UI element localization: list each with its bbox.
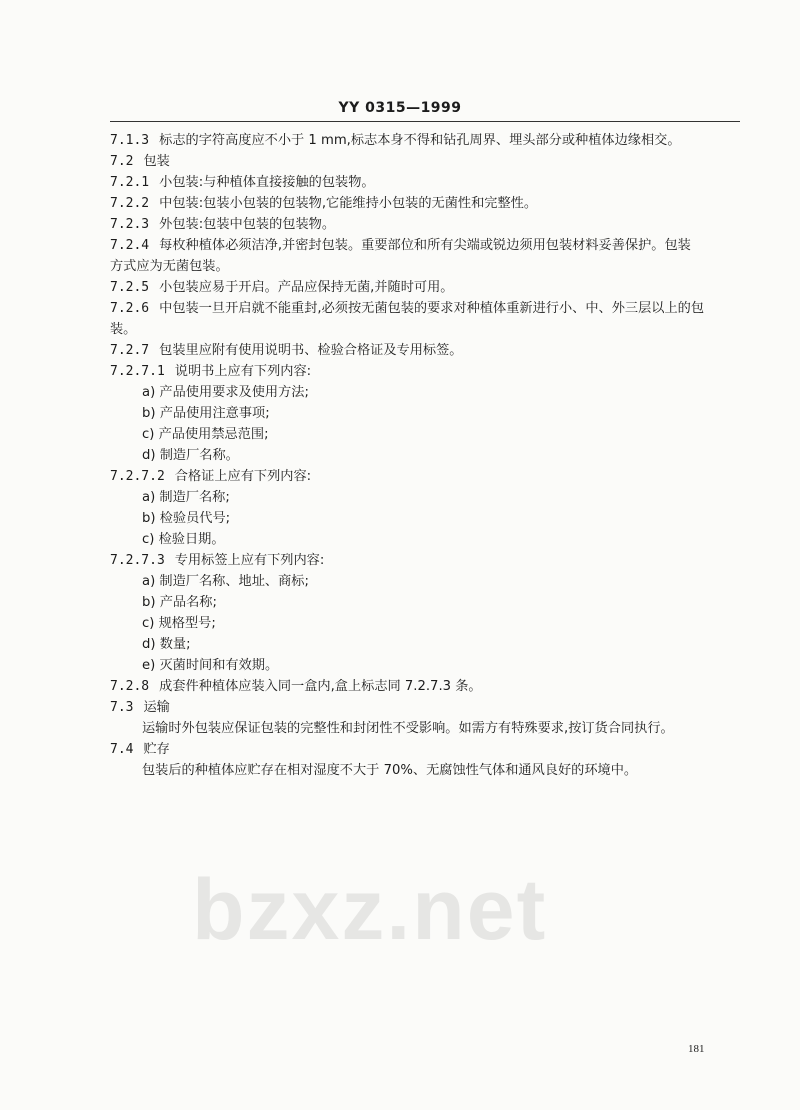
clause-line (110, 550, 740, 571)
clause-text: 包装后的种植体应贮存在相对湿度不大于 70%、无腐蚀性气体和通风良好的环境中。 (142, 763, 638, 778)
clause-text: d) 数量; (142, 637, 191, 652)
clause-text: e) 灭菌时间和有效期。 (142, 658, 279, 673)
list-item (110, 718, 740, 739)
clause-text: c) 产品使用禁忌范围; (142, 427, 269, 442)
clause-number: 7.3 (110, 700, 134, 715)
clause-line (110, 676, 740, 697)
clause-text: 合格证上应有下列内容: (174, 469, 312, 484)
clause-text: 标志的字符高度应不小于 1 mm,标志本身不得和钻孔周界、埋头部分或种植体边缘相交。 (159, 133, 681, 148)
clause-number: 7.2 (110, 154, 134, 169)
clause-text: c) 规格型号; (142, 616, 216, 631)
clause-text: 每枚种植体必须洁净,并密封包装。重要部位和所有尖端或锐边须用包装材料妥善保护。包装 (159, 238, 691, 253)
clause-number: 7.2.1 (110, 175, 150, 190)
clause-text: b) 产品名称; (142, 595, 217, 610)
list-item (110, 613, 740, 634)
clause-line (110, 172, 740, 193)
standard-header: YY 0315—1999 (338, 100, 462, 116)
clause-text: 贮存 (143, 742, 170, 757)
clause-text: 中包装:包装小包装的包装物,它能维持小包装的无菌性和完整性。 (159, 196, 538, 211)
clause-line (110, 697, 740, 718)
clause-number: 7.2.5 (110, 280, 150, 295)
clause-number: 7.2.7.2 (110, 469, 165, 484)
clause-text: 包装 (143, 154, 170, 169)
clause-number: 7.2.7 (110, 343, 150, 358)
clause-text: d) 制造厂名称。 (142, 448, 239, 463)
clause-text: a) 制造厂名称、地址、商标; (142, 574, 309, 589)
header-rule (110, 121, 740, 122)
clause-text: 小包装应易于开启。产品应保持无菌,并随时可用。 (159, 280, 454, 295)
list-item (110, 634, 740, 655)
list-item (110, 445, 740, 466)
clause-text: a) 产品使用要求及使用方法; (142, 385, 309, 400)
clause-text: 说明书上应有下列内容: (174, 364, 312, 379)
clause-text: b) 产品使用注意事项; (142, 406, 270, 421)
clause-line (110, 739, 740, 760)
clause-number: 7.4 (110, 742, 134, 757)
clause-text: 装。 (110, 322, 137, 337)
list-item (110, 508, 740, 529)
list-item (110, 403, 740, 424)
clause-line (110, 235, 740, 256)
clause-line (110, 361, 740, 382)
clause-line (110, 130, 740, 151)
list-item (110, 382, 740, 403)
list-item (110, 592, 740, 613)
clause-number: 7.2.3 (110, 217, 150, 232)
clause-text: 包装里应附有使用说明书、检验合格证及专用标签。 (159, 343, 463, 358)
list-item (110, 529, 740, 550)
list-item (110, 760, 740, 781)
continuation-line (110, 256, 740, 277)
clause-line (110, 277, 740, 298)
clause-number: 7.1.3 (110, 133, 150, 148)
clause-number: 7.2.8 (110, 679, 150, 694)
clause-text: b) 检验员代号; (142, 511, 231, 526)
clause-text: a) 制造厂名称; (142, 490, 230, 505)
clause-text: 外包装:包装中包装的包装物。 (159, 217, 336, 232)
clause-line (110, 151, 740, 172)
clause-text: 运输时外包装应保证包装的完整性和封闭性不受影响。如需方有特殊要求,按订货合同执行。 (142, 721, 674, 736)
continuation-line (110, 319, 740, 340)
clause-text: 专用标签上应有下列内容: (174, 553, 325, 568)
clause-text: 中包装一旦开启就不能重封,必须按无菌包装的要求对种植体重新进行小、中、外三层以上的包 (159, 301, 705, 316)
clause-number: 7.2.7.3 (110, 553, 165, 568)
clause-text: 成套件种植体应装入同一盒内,盒上标志同 7.2.7.3 条。 (159, 679, 482, 694)
clause-line (110, 193, 740, 214)
clause-line (110, 466, 740, 487)
clause-number: 7.2.4 (110, 238, 150, 253)
clause-number: 7.2.2 (110, 196, 150, 211)
clause-number: 7.2.7.1 (110, 364, 165, 379)
clause-text: 小包装:与种植体直接接触的包装物。 (159, 175, 375, 190)
clause-line (110, 214, 740, 235)
clause-line (110, 298, 740, 319)
page-number: 181 (688, 1043, 705, 1055)
clause-text: c) 检验日期。 (142, 532, 225, 547)
document-body (110, 130, 740, 781)
clause-text: 运输 (143, 700, 170, 715)
watermark: bzxz.net (192, 862, 548, 958)
list-item (110, 424, 740, 445)
list-item (110, 655, 740, 676)
list-item (110, 487, 740, 508)
list-item (110, 571, 740, 592)
clause-number: 7.2.6 (110, 301, 150, 316)
clause-text: 方式应为无菌包装。 (110, 259, 229, 274)
clause-line (110, 340, 740, 361)
